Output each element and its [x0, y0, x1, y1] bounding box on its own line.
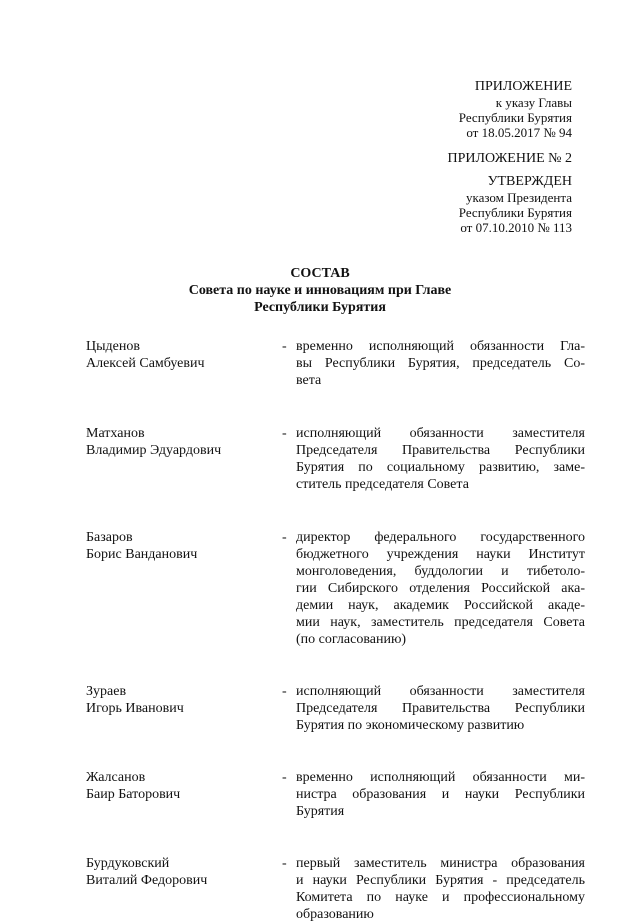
dash-separator: - — [282, 770, 287, 785]
member-given-name: Владимир Эдуардович — [86, 443, 222, 458]
annex-header — [459, 78, 572, 140]
role-line: временно исполняющий обязанности Гла- — [296, 339, 585, 354]
annex-2-header — [448, 150, 573, 235]
member-role — [296, 769, 585, 820]
role-line: ститель председателя Совета — [296, 477, 469, 492]
member-entry — [86, 338, 586, 389]
member-entry — [86, 855, 586, 923]
title-line-2: Совета по науке и инновациям при Главе — [188, 283, 452, 298]
role-line: первый заместитель министра образования — [296, 856, 585, 871]
annex-2-title: ПРИЛОЖЕНИЕ № 2 — [447, 151, 572, 166]
member-role — [296, 338, 585, 389]
dash-separator: - — [282, 856, 287, 871]
role-line: Председателя Правительства Республики — [296, 701, 585, 716]
member-surname: Базаров — [86, 530, 133, 545]
dash-separator: - — [282, 426, 287, 441]
annex-decree-line: к указу Главы — [495, 95, 572, 110]
role-line: демии наук, академик Российской акаде- — [296, 598, 585, 613]
role-line: вы Республики Бурятия, председатель Со- — [296, 356, 585, 371]
member-surname: Жалсанов — [86, 770, 146, 785]
member-entry — [86, 683, 586, 734]
member-role — [296, 855, 585, 923]
member-name — [86, 769, 282, 820]
member-name — [86, 338, 282, 389]
member-given-name: Игорь Иванович — [86, 701, 184, 716]
dash-separator: - — [282, 339, 287, 354]
role-line: мии наук, заместитель председателя Совета — [296, 615, 585, 630]
member-name — [86, 529, 282, 648]
member-surname: Матханов — [86, 426, 145, 441]
approved-label: УТВЕРЖДЕН — [487, 174, 572, 189]
member-surname: Зураев — [86, 684, 127, 699]
role-line: Бурятия по экономическому развитию — [296, 718, 525, 733]
approved-republic-line: Республики Бурятия — [458, 205, 572, 220]
title-line-1: СОСТАВ — [290, 266, 350, 281]
role-line: временно исполняющий обязанности ми- — [296, 770, 585, 785]
role-line: Председателя Правительства Республики — [296, 443, 585, 458]
member-surname: Цыденов — [86, 339, 140, 354]
dash-separator: - — [282, 684, 287, 699]
annex-date-line: от 18.05.2017 № 94 — [466, 125, 572, 140]
member-name — [86, 425, 282, 493]
role-line: и науки Республики Бурятия - председатель — [296, 873, 585, 888]
role-line: вета — [296, 373, 322, 388]
role-line: директор федерального государственного — [296, 530, 585, 545]
member-role — [296, 683, 585, 734]
role-line: бюджетного учреждения науки Институт — [296, 547, 585, 562]
approved-by-line: указом Президента — [465, 190, 572, 205]
role-line: нистра образования и науки Республики — [296, 787, 585, 802]
role-line: Бурятия по социальному развитию, заме- — [296, 460, 585, 475]
role-line: Бурятия — [296, 804, 345, 819]
member-entry — [86, 769, 586, 820]
members-list — [86, 338, 586, 923]
member-role — [296, 425, 585, 493]
role-line: исполняющий обязанности заместителя — [296, 426, 585, 441]
member-given-name: Виталий Федорович — [86, 873, 208, 888]
role-line: образованию — [296, 907, 374, 922]
annex-title: ПРИЛОЖЕНИЕ — [474, 79, 572, 94]
title-line-3: Республики Бурятия — [254, 300, 386, 315]
member-given-name: Алексей Самбуевич — [86, 356, 205, 371]
role-line: монголоведения, буддологии и тибетоло- — [296, 564, 585, 579]
annex-republic-line: Республики Бурятия — [458, 110, 572, 125]
member-name — [86, 683, 282, 734]
member-given-name: Борис Ванданович — [86, 547, 198, 562]
member-surname: Бурдуковский — [86, 856, 170, 871]
role-line: исполняющий обязанности заместителя — [296, 684, 585, 699]
role-line: гии Сибирского отделения Российской ака- — [296, 581, 585, 596]
dash-separator: - — [282, 530, 287, 545]
role-line: (по согласованию) — [296, 632, 407, 647]
role-line: Комитета по науке и профессиональному — [296, 890, 585, 905]
member-entry — [86, 425, 586, 493]
member-given-name: Баир Баторович — [86, 787, 181, 802]
member-role — [296, 529, 585, 648]
member-name — [86, 855, 282, 923]
member-entry — [86, 529, 586, 648]
document-title — [0, 265, 640, 316]
approved-date-line: от 07.10.2010 № 113 — [460, 220, 572, 235]
